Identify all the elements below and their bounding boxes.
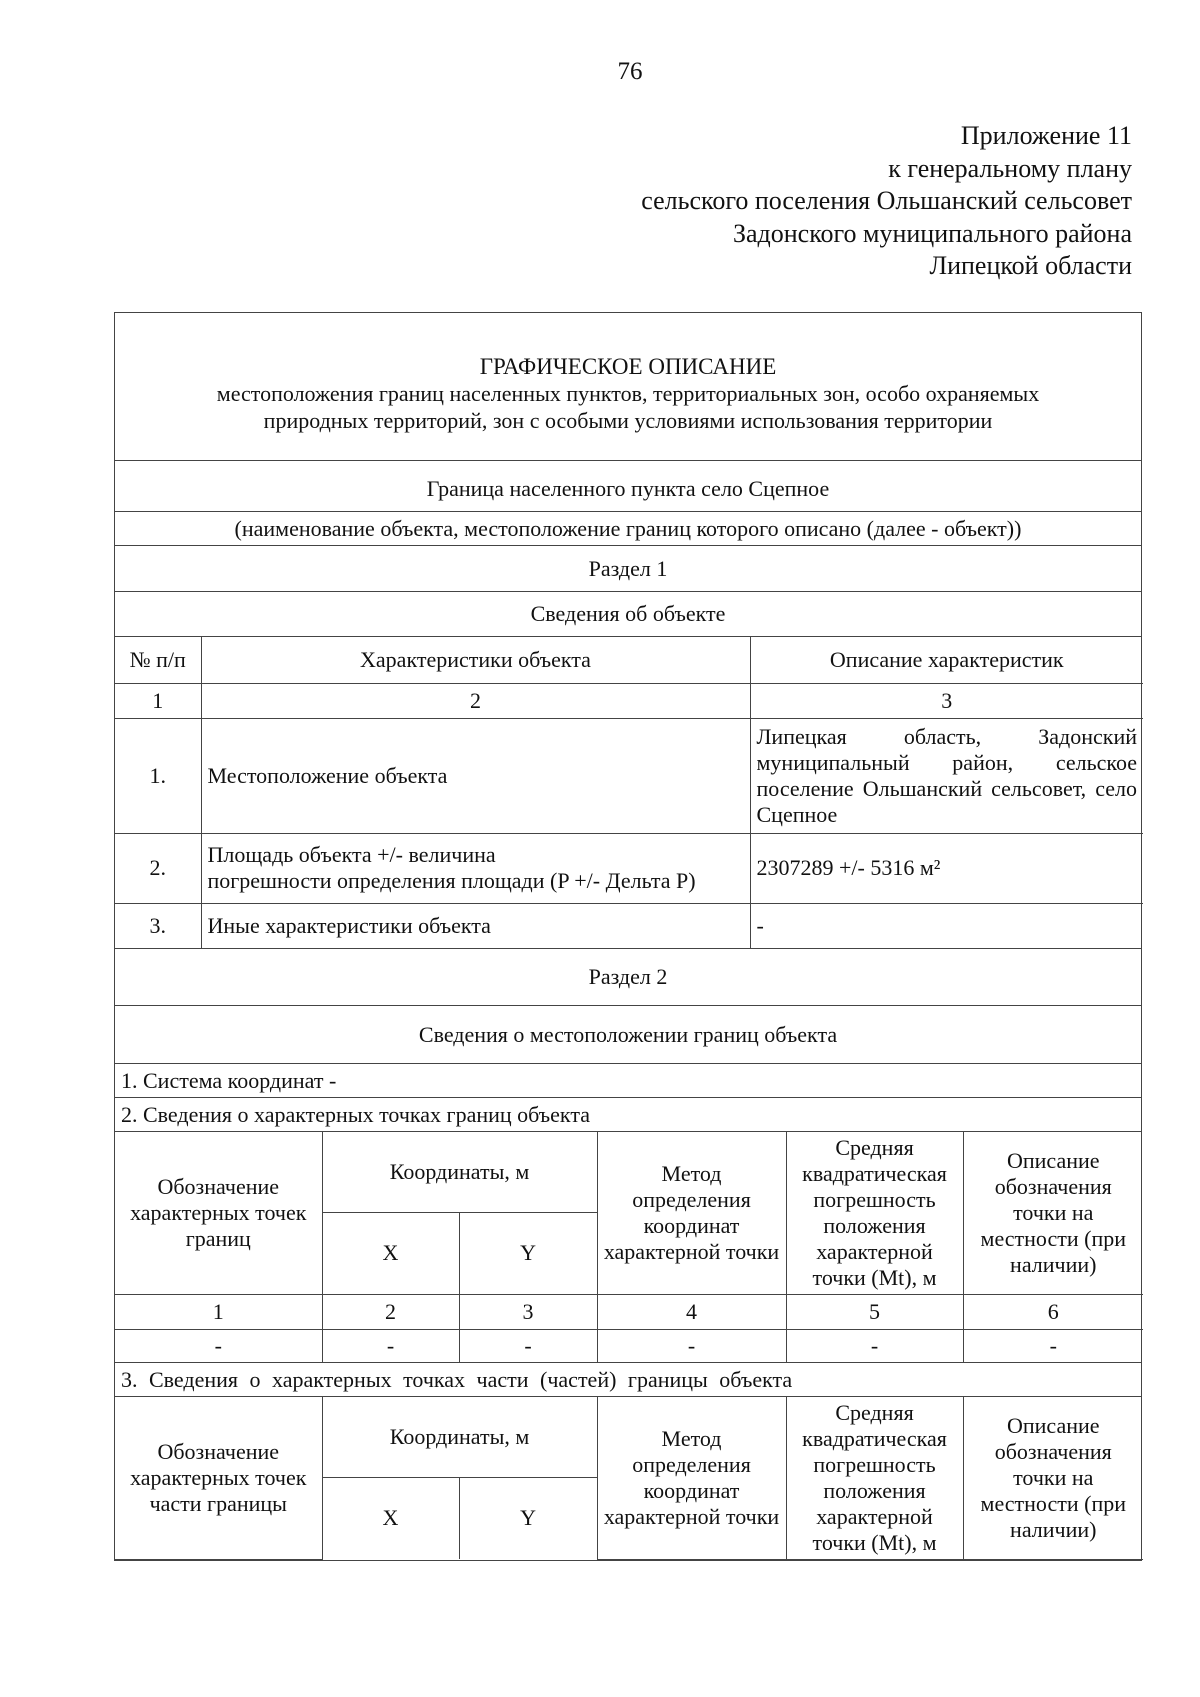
table-cell: - [963,1329,1143,1362]
characteristic-value: Липецкая область, Задонский муниципальный район, сельское поселение Ольшанский сельсовет, село Сцепное [750,718,1143,833]
table-cell: - [322,1329,459,1362]
points-table-wrap [115,1132,1141,1363]
characteristic-name: Местоположение объекта [201,718,750,833]
form-title: ГРАФИЧЕСКОЕ ОПИСАНИЕ [479,354,777,379]
row-number: 2. [115,833,201,903]
table-header-row [115,1132,1143,1212]
characteristic-name: Иные характеристики объекта [201,903,750,948]
section2-title: Раздел 2 [115,949,1141,1006]
column-number: 1 [115,683,201,718]
points-heading: 2. Сведения о характерных точках границ объекта [115,1098,1141,1132]
form-title-block [115,313,1141,461]
row-number: 3. [115,903,201,948]
header-cell: Описание характеристик [750,637,1143,683]
column-number: 5 [786,1294,963,1329]
characteristic-value: - [750,903,1143,948]
characteristic-name-line: Площадь объекта +/- величина [207,842,496,867]
column-number: 4 [597,1294,786,1329]
object-caption: (наименование объекта, местоположение границ которого описано (далее - объект)) [115,512,1141,546]
header-designation: Обозначение характерных точек части границы [115,1397,322,1559]
table-header-row [115,1397,1143,1477]
header-description: Описание обозначения точки на местности (при наличии) [963,1397,1143,1559]
header-description: Описание обозначения точки на местности (при наличии) [963,1132,1143,1294]
table-row [115,903,1143,948]
appendix-line: Приложение 11 [960,121,1132,150]
table-cell: - [115,1329,322,1362]
appendix-line: к генеральному плану [888,153,1132,183]
appendix-line: сельского поселения Ольшанский сельсовет [641,186,1132,215]
row-number: 1. [115,718,201,833]
table-cell: - [597,1329,786,1362]
header-error: Средняя квадратическая погрешность положения характерной точки (Mt), м [786,1132,963,1294]
boundary-points-table [115,1132,1143,1362]
object-name: Граница населенного пункта село Сцепное [115,461,1141,512]
boundary-parts-table [115,1397,1143,1560]
column-number: 3 [459,1294,597,1329]
page-number: 76 [617,58,643,85]
parts-heading: 3. Сведения о характерных точках части (частей) границы объекта [115,1363,1141,1397]
table-row [115,1329,1143,1362]
header-error: Средняя квадратическая погрешность положения характерной точки (Mt), м [786,1397,963,1559]
column-number: 1 [115,1294,322,1329]
column-number: 2 [322,1294,459,1329]
column-number: 6 [963,1294,1143,1329]
table-cell: - [786,1329,963,1362]
appendix-line: Липецкой области [929,251,1132,280]
header-coordinates: Координаты, м [322,1132,597,1212]
table-row [115,833,1143,903]
characteristics-table [115,637,1143,948]
header-x: X [322,1477,459,1559]
header-method: Метод определения координат характерной точки [597,1397,786,1559]
section1-heading: Сведения об объекте [115,592,1141,637]
graphic-description-form [114,312,1142,1561]
column-number-row [115,683,1143,718]
header-designation: Обозначение характерных точек границ [115,1132,322,1294]
table-header-row [115,637,1143,683]
form-subtitle-line-1: местоположения границ населенных пунктов, территориальных зон, особо охраняемых [216,381,1040,406]
table-cell: - [459,1329,597,1362]
header-x: X [322,1212,459,1294]
appendix-line: Задонского муниципального района [732,218,1132,248]
appendix-header [641,120,1132,283]
characteristic-value: 2307289 +/- 5316 м² [750,833,1143,903]
header-y: Y [459,1477,597,1559]
table-row [115,718,1143,833]
column-number: 2 [201,683,750,718]
header-y: Y [459,1212,597,1294]
form-subtitle-line-2: природных территорий, зон с особыми условиями использования территории [263,408,993,433]
coordinate-system: 1. Система координат - [115,1064,1141,1098]
section2-heading: Сведения о местоположении границ объекта [115,1006,1141,1064]
header-cell: Характеристики объекта [201,637,750,683]
column-number-row [115,1294,1143,1329]
section1-title: Раздел 1 [115,546,1141,592]
parts-table-wrap [115,1397,1141,1560]
header-method: Метод определения координат характерной точки [597,1132,786,1294]
characteristic-name-line: погрешности определения площади (P +/- Дельта P) [207,868,696,893]
header-coordinates: Координаты, м [322,1397,597,1477]
header-cell: № п/п [115,637,201,683]
column-number: 3 [750,683,1143,718]
section1-table-wrap [115,637,1141,949]
characteristic-name [201,833,750,903]
